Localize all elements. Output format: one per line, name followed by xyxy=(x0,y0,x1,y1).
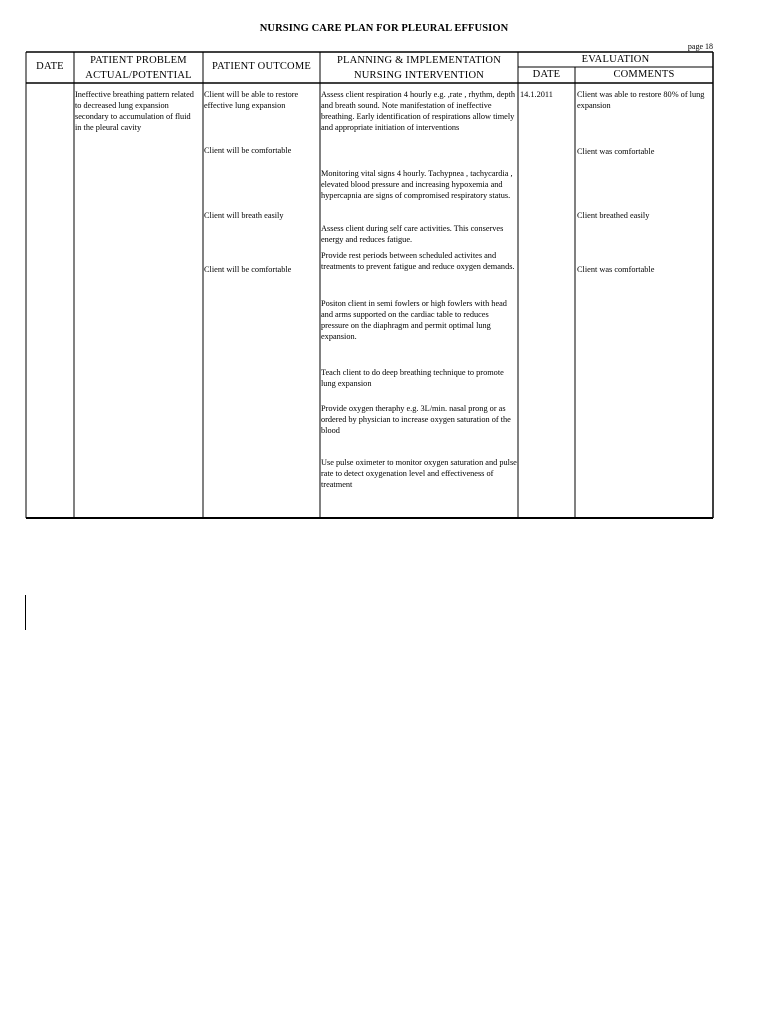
intervention-item: Provide oxygen theraphy e.g. 3L/min. nasal prong or as ordered by physician to increase oxygen saturation of the blood xyxy=(321,404,511,435)
intervention-item: Assess client respiration 4 hourly e.g. ,rate , rhythm, depth and breath sound. Note manifestation of ineffective breathing. Early identification of respirations allow timely and appropriate initiation of interventions xyxy=(321,90,516,132)
intervention-item: Teach client to do deep breathing technique to promote lung expansion xyxy=(321,368,504,388)
header-planning-line2: NURSING INTERVENTION xyxy=(353,70,485,81)
patient-problem-text: Ineffective breathing pattern related to decreased lung expansion secondary to accumulation of fluid in the pleural cavity xyxy=(75,90,194,132)
outcome-item: Client will breath easily xyxy=(204,211,284,220)
header-planning xyxy=(320,53,518,83)
header-date: DATE xyxy=(36,61,64,72)
intervention-item: Provide rest periods between scheduled activites and treatments to prevent fatigue and reduce oxygen demands. xyxy=(321,251,515,271)
document-title: NURSING CARE PLAN FOR PLEURAL EFFUSION xyxy=(259,23,509,34)
header-planning-line1: PLANNING & IMPLEMENTATION xyxy=(337,55,501,66)
header-patient-outcome: PATIENT OUTCOME xyxy=(212,61,311,72)
evaluation-date: 14.1.2011 xyxy=(520,90,553,99)
outcome-item: Client will be comfortable xyxy=(204,265,292,274)
outcome-item: Client will be comfortable xyxy=(204,146,292,155)
intervention-item: Use pulse oximeter to monitor oxygen saturation and pulse rate to detect oxygenation level and effectiveness of treatment xyxy=(321,458,517,489)
header-patient-problem xyxy=(74,53,203,83)
header-eval-comments: COMMENTS xyxy=(613,69,675,80)
text-cursor-line xyxy=(25,595,26,630)
header-patient-problem-line1: PATIENT PROBLEM xyxy=(90,55,187,66)
intervention-item: Assess client during self care activities. This conserves energy and reduces fatigue. xyxy=(321,224,504,244)
page-number: page 18 xyxy=(687,42,713,51)
comment-item: Client breathed easily xyxy=(577,211,650,220)
header-eval-date: DATE xyxy=(532,69,561,80)
comment-item: Client was comfortable xyxy=(577,147,655,156)
comment-item: Client was able to restore 80% of lung expansion xyxy=(577,90,705,110)
comment-item: Client was comfortable xyxy=(577,265,655,274)
intervention-item: Positon client in semi fowlers or high fowlers with head and arms supported on the cardiac table to reduces pressure on the diaphragm and permit optimal lung expansion. xyxy=(321,299,507,341)
intervention-item: Monitoring vital signs 4 hourly. Tachypnea , tachycardia , elevated blood pressure and increasing hypoxemia and hypercapnia are signs of compromised respiratory status. xyxy=(321,169,513,200)
header-evaluation: EVALUATION xyxy=(581,54,650,65)
header-patient-problem-line2: ACTUAL/POTENTIAL xyxy=(85,70,192,81)
outcome-item: Client will be able to restore effective lung expansion xyxy=(204,90,299,110)
